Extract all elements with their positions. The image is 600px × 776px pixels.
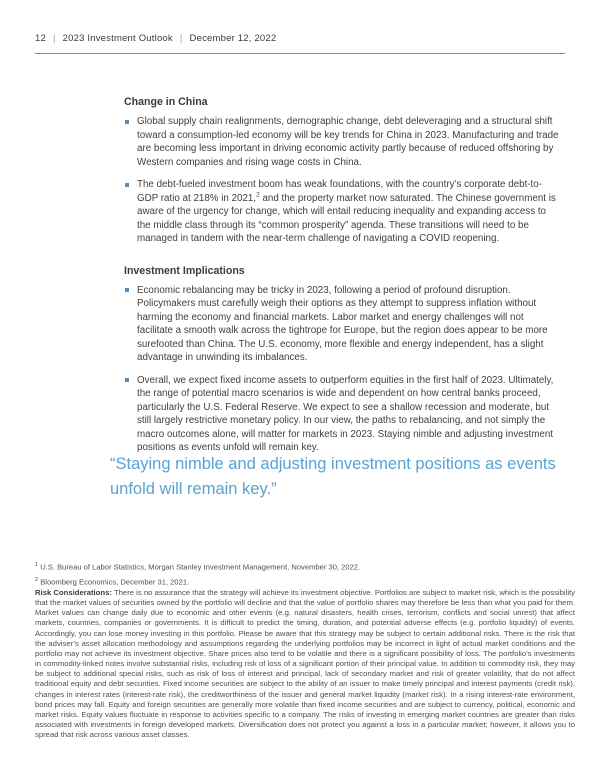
footnote-text: Bloomberg Economics, December 31, 2021. xyxy=(40,577,190,587)
footnote-text: U.S. Bureau of Labor Statistics, Morgan Stanley Investment Management, November 30, 2022. xyxy=(40,562,361,572)
header-separator: | xyxy=(52,33,56,44)
bullet-list xyxy=(124,284,560,455)
list-item xyxy=(124,374,561,455)
footnote-marker: 2 xyxy=(35,577,39,584)
footnote-ref: 2 xyxy=(256,191,260,199)
footnotes xyxy=(35,561,575,591)
bullet-text: The debt-fueled investment boom has weak foundations, with the country’s corporate debt-to-GDP ratio at 218% in 2021, xyxy=(137,179,542,204)
list-item xyxy=(124,284,561,365)
bullet-text: Overall, we expect fixed income assets to outperform equities in the first half of 2023. Ultimately, the range of potential macro scenarios is wide and dependent on how central banks proceed, particularly the U.S. Federal Reserve. We expect to see a shallow recession and moderate, but still largely restrictive monetary policy. In our view, the paths to rebalancing, and not simply the macro outcomes alone, will matter for markets in 2023. Staying nimble and adjusting investment positions as events unfold will remain key. xyxy=(137,374,554,453)
risk-lead: Risk Considerations: xyxy=(35,588,112,597)
section-heading-investment-implications: Investment Implications xyxy=(124,264,245,277)
bullet-text: Global supply chain realignments, demographic change, debt deleveraging and a structural shift toward a consumption-led economy will be key trends for China in 2023. Manufacturing and trade are becoming less important in driving economic activity partly because of reduced offshoring by Western companies and rising wage costs in China. xyxy=(137,116,559,168)
list-item xyxy=(124,178,561,246)
risk-text: There is no assurance that the strategy will achieve its investment objective. Portfolios are subject to market risk, which is the possibility that the market values of securities owned by the portfolio will decline and that the value of portfolio shares may therefore be less than what you paid for them. Market values can change daily due to economic and other events (e.g. natural disasters, health crises, terrorism, conflicts and social unrest) that affect markets, countries, companies or governments. It is difficult to predict the timing, duration, and potential adverse effects (e.g. portfolio liquidity) of events. Accordingly, you can lose money investing in this portfolio. Please be aware that this strategy may be subject to certain additional risks. There is the risk that the adviser’s asset allocation methodology and assumptions regarding the underlying portfolios may be incorrect in light of actual market conditions and the portfolio may not achieve its investment objective. Share prices also tend to be volatile and there is a significant possibility of loss. The portfolio’s investments in commodity-linked notes involve substantial risks, including risk of loss of a significant portion of their principal value. In addition to commodity risk, they may be subject to additional special risks, such as risk of loss of interest and principal, lack of secondary market and risk of greater volatility, that do not affect traditional equity and debt securities. Fixed income securities are subject to the ability of an issuer to make timely principal and interest payments (credit risk), changes in interest rates (interest-rate risk), the creditworthiness of the issuer and general market liquidity (market risk). In a rising interest-rate environment, bond prices may fall. Equity and foreign securities are generally more volatile than fixed income securities and are subject to currency, political, economic and market risks. Equity values fluctuate in response to activities specific to a company. The risks of investing in emerging market countries are greater than risks associated with investments in foreign developed markets. Diversification does not protect you against a loss in a particular market; however, it allows you to spread that risk across various asset classes. xyxy=(35,588,576,740)
page-number: 12 xyxy=(35,33,46,44)
footnote-1 xyxy=(35,561,575,572)
footnote-2 xyxy=(35,576,575,587)
header-divider xyxy=(35,53,565,54)
list-item xyxy=(124,115,561,169)
page-header xyxy=(35,33,565,44)
main-content xyxy=(124,96,560,474)
bullet-list xyxy=(124,115,560,246)
bullet-text: and the property market now saturated. The Chinese government is aware of the urgency for change, which will entail reducing inequality and expanding access to the middle class through its “common prosperity” agenda. These transitions will need to be managed in tandem with the near-term challenge of navigating a COVID reopening. xyxy=(137,192,556,244)
document-date: December 12, 2022 xyxy=(189,33,277,44)
pull-quote: “Staying nimble and adjusting investment positions as events unfold will remain key.” xyxy=(110,455,556,498)
footnote-marker: 1 xyxy=(35,562,39,568)
document-title: 2023 Investment Outlook xyxy=(62,33,173,44)
risk-considerations xyxy=(35,588,575,740)
section-heading-change-in-china: Change in China xyxy=(124,96,208,108)
header-separator: | xyxy=(179,33,183,44)
bullet-text: Economic rebalancing may be tricky in 2023, following a period of profound disruption. Policymakers must carefully weigh their options as they attempt to suppress inflation without harming the economy and financial markets. Labor market and energy challenges will not facilitate a smooth walk across the tightrope for Europe, but the region does appear to be more surefooted than China. The U.S. economy, more flexible and energy independent, has a slight advantage in unwinding its imbalances. xyxy=(137,284,548,363)
